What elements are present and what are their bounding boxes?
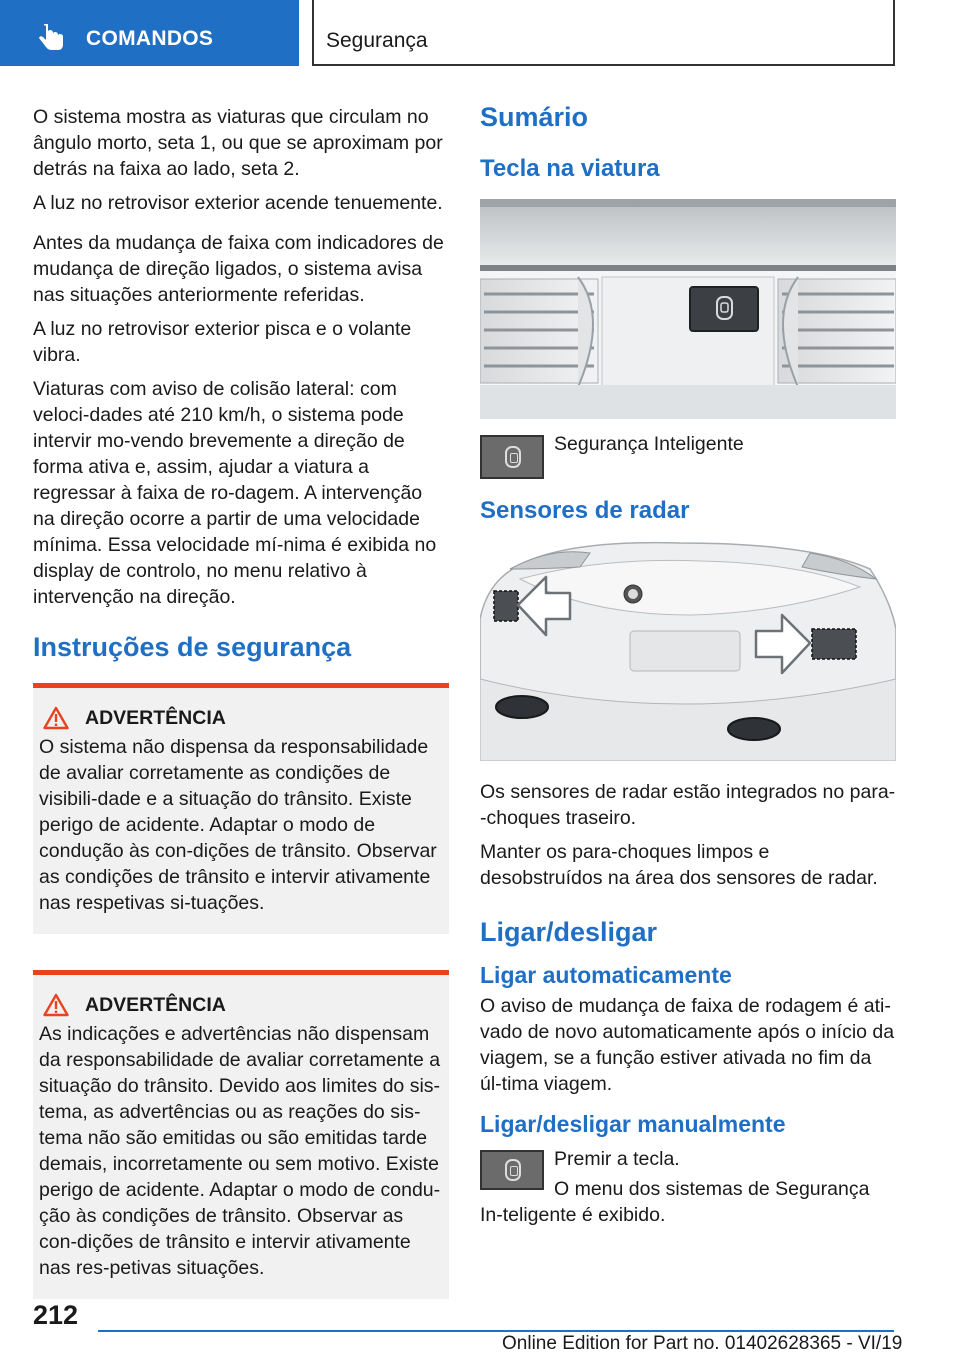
warning-text: As indicações e advertências não dispensam da responsabilidade de avaliar corretamente a situação do trânsito. Devido aos limites do sis-tema, as advertências ou as reações do sis-tema não são emitidas ou são emitidas tarde demais, incorretamente ou sem motivo. Existe perigo de acidente. Adaptar o modo de condu-ção às condições de trânsito. Observar as con-dições de trânsito e intervir ativamente nas res-petivas situações. — [39, 1023, 441, 1279]
subsection-heading: Ligar automaticamente — [480, 962, 732, 988]
section-tab[interactable] — [0, 0, 299, 66]
page-number: 212 — [33, 1300, 79, 1330]
paragraph: Manter os para-choques limpos e desobstruídos na área dos sensores de radar. — [480, 841, 878, 889]
warning-box — [33, 683, 449, 934]
step-text: O menu dos sistemas de Segurança In-teligente é exibido. — [480, 1178, 870, 1226]
warning-box — [33, 970, 449, 1299]
subsection-heading: Ligar/desligar manualmente — [480, 1111, 786, 1137]
warning-title-text: ADVERTÊNCIA — [85, 993, 226, 1016]
section-heading: Ligar/desligar — [480, 917, 658, 947]
intelligent-safety-key-icon — [480, 435, 544, 479]
warning-title-text: ADVERTÊNCIA — [85, 706, 226, 729]
right-column — [480, 102, 896, 1236]
paragraph: Os sensores de radar estão integrados no para--choques traseiro. — [480, 781, 896, 829]
paragraph: Viaturas com aviso de colisão lateral: com veloci-dades até 210 km/h, o sistema pode intervir mo-vendo brevemente a direção de forma ativa e, assim, ajudar a viatura a regressar à faixa de ro-dagem. A intervenção na direção ocorre a partir de uma velocidade mínima. Essa velocidade mí-nima é exibida no display de controlo, no menu relativo à intervenção na direção. — [33, 378, 437, 608]
left-column — [33, 104, 449, 1313]
footer-edition: Online Edition for Part no. 01402628365 - VI/19 — [502, 1333, 903, 1354]
footer-divider — [98, 1330, 894, 1332]
subsection-heading: Sensores de radar — [480, 497, 690, 524]
warning-triangle-icon — [43, 706, 69, 730]
paragraph: O sistema mostra as viaturas que circulam no ângulo morto, seta 1, ou que se aproximam por detrás na faixa ao lado, seta 2. — [33, 106, 443, 180]
section-tab-label: COMANDOS — [86, 27, 214, 50]
step-text: Premir a tecla. — [554, 1148, 680, 1170]
paragraph: Antes da mudança de faixa com indicadores de mudança de direção ligados, o sistema avisa nas situações anteriormente referidas. — [33, 232, 444, 306]
dashboard-key-illustration — [480, 199, 896, 419]
warning-title — [39, 993, 443, 1017]
rear-bumper-illustration — [480, 539, 896, 761]
key-label: Segurança Inteligente — [554, 433, 744, 455]
warning-triangle-icon — [43, 993, 69, 1017]
key-legend-row — [480, 435, 896, 479]
section-heading: Instruções de segurança — [33, 632, 352, 662]
paragraph: A luz no retrovisor exterior pisca e o volante vibra. — [33, 318, 412, 366]
manual-steps — [480, 1146, 896, 1228]
dashboard-key-drawing — [480, 199, 896, 419]
hand-pointer-icon — [36, 24, 66, 54]
subsection-heading: Tecla na viatura — [480, 155, 660, 182]
intelligent-safety-key-icon — [480, 1150, 544, 1190]
section-heading: Sumário — [480, 102, 589, 132]
warning-text: O sistema não dispensa da responsabilidade de avaliar corretamente as condições de visibili-dade e a situação do trânsito. Existe perigo de acidente. Adaptar o modo de condução às con-dições de trânsito. Observar as condições de trânsito e intervir ativamente nas respetivas si-tuações. — [39, 736, 437, 914]
chapter-title: Segurança — [326, 29, 428, 52]
rear-bumper-drawing — [480, 539, 896, 761]
warning-title — [39, 706, 443, 730]
paragraph: O aviso de mudança de faixa de rodagem é ati-vado de novo automaticamente após o início da viagem, se a função estiver ativada no fim da úl-tima viagem. — [480, 995, 895, 1095]
paragraph: A luz no retrovisor exterior acende tenuemente. — [33, 192, 443, 214]
